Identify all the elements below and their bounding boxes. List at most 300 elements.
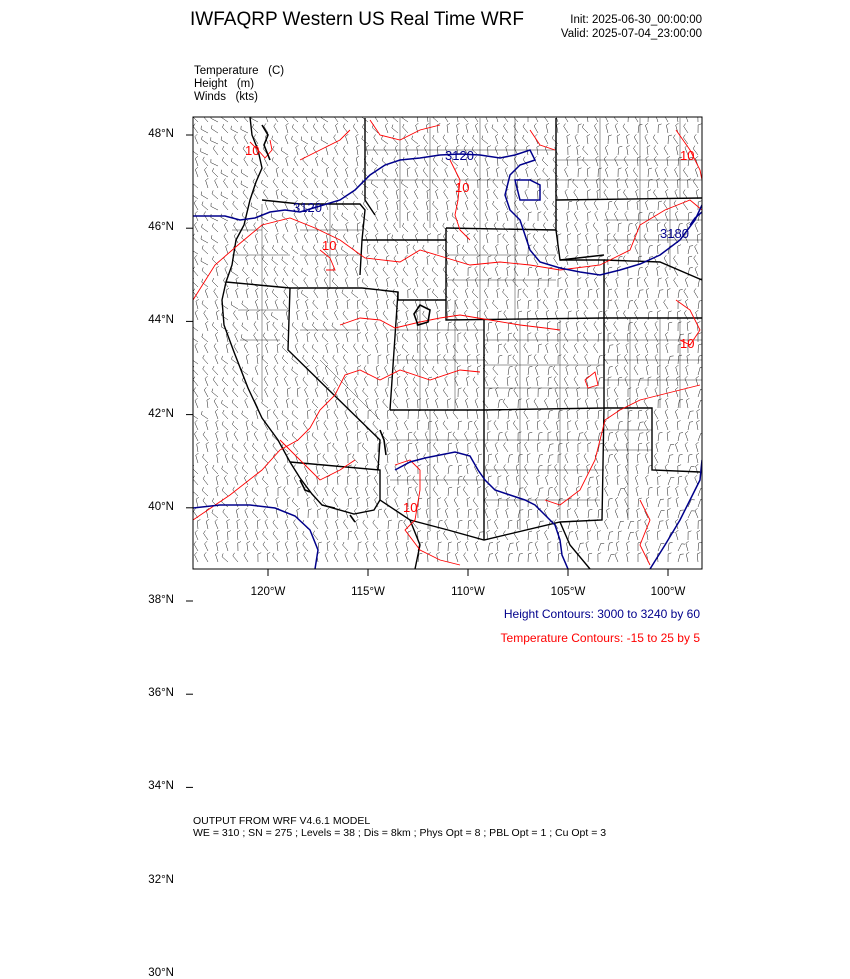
wind-barb <box>496 508 499 518</box>
wind-barb <box>447 552 450 562</box>
wind-barb <box>422 366 428 375</box>
wind-barb <box>617 134 620 144</box>
wind-barb <box>578 168 582 177</box>
wind-barb <box>675 167 679 177</box>
wind-barb <box>455 255 458 265</box>
wind-barb <box>488 421 491 430</box>
wind-barb <box>448 432 452 441</box>
wind-barb <box>598 531 601 540</box>
wind-barb <box>324 431 328 441</box>
wind-barb <box>628 234 631 243</box>
wind-barb <box>667 431 670 441</box>
footer-line-1: OUTPUT FROM WRF V4.6.1 MODEL <box>193 815 371 827</box>
wind-barb <box>508 333 512 342</box>
wind-barb <box>678 465 681 474</box>
wind-barb <box>594 123 598 133</box>
wind-barb <box>666 189 669 199</box>
wind-barb <box>278 487 281 496</box>
wind-barb <box>678 322 681 331</box>
wind-barb <box>508 256 511 266</box>
wind-barb <box>453 278 458 287</box>
wind-barb <box>402 114 409 122</box>
wind-barb <box>253 454 259 463</box>
wind-barb <box>244 442 248 452</box>
wind-barb <box>508 520 512 529</box>
wind-barb <box>488 388 492 397</box>
wind-barb <box>638 378 644 386</box>
wind-barb <box>313 146 318 155</box>
wind-barb <box>287 530 290 540</box>
wind-barb <box>253 542 258 551</box>
wind-barb <box>217 453 220 463</box>
wind-barb <box>285 519 288 529</box>
wind-barb <box>568 553 572 562</box>
wind-barb <box>388 520 392 529</box>
wind-barb <box>328 443 331 452</box>
wind-barb <box>366 508 369 518</box>
wind-barb <box>372 124 378 133</box>
wind-barb <box>535 552 538 562</box>
wind-barb <box>646 497 649 507</box>
wind-barb <box>356 134 359 144</box>
wind-barb <box>245 508 248 518</box>
wind-barb <box>425 332 429 342</box>
wind-barb <box>578 289 581 298</box>
wind-barb <box>578 234 581 243</box>
wind-barb <box>395 211 398 221</box>
wind-barb <box>654 332 658 342</box>
wind-barb <box>675 409 678 419</box>
wind-barb <box>274 123 278 133</box>
temperature-contours <box>193 120 702 565</box>
wind-barb <box>272 245 278 254</box>
wind-barb <box>625 497 628 507</box>
latitude-label: 42°N <box>148 407 174 420</box>
wind-barb <box>385 123 388 133</box>
wind-barb <box>598 553 601 562</box>
wind-barb <box>498 333 501 343</box>
wind-barb <box>574 343 578 353</box>
wind-barb <box>262 180 269 188</box>
wind-barb <box>262 400 268 408</box>
wind-barb <box>477 354 480 364</box>
wind-barb <box>633 168 638 177</box>
wind-barb <box>313 520 318 529</box>
wind-barb <box>487 167 490 177</box>
wind-barb <box>362 300 368 309</box>
wind-barb <box>486 200 489 210</box>
wind-barb <box>287 497 290 507</box>
wind-barb <box>493 300 499 309</box>
wind-barb <box>508 543 514 551</box>
wind-barb <box>275 222 278 232</box>
wind-barb <box>474 167 478 177</box>
wind-barb <box>402 234 408 243</box>
wind-barb <box>487 432 490 442</box>
wind-barb <box>315 255 318 265</box>
wind-barb <box>192 356 199 364</box>
wind-barb <box>535 266 538 276</box>
wind-barb <box>327 475 330 485</box>
wind-barb <box>596 156 599 166</box>
wind-barb <box>686 365 689 375</box>
wind-barb <box>597 486 600 496</box>
wind-barb <box>528 333 531 342</box>
wind-barb <box>546 497 549 507</box>
wind-barb <box>645 266 648 276</box>
wind-barb <box>231 301 238 309</box>
wind-barb <box>314 178 318 188</box>
wind-barb <box>237 519 240 529</box>
init-time: Init: 2025-06-30_00:00:00 <box>570 14 702 26</box>
wind-barb <box>644 398 648 408</box>
wind-barb <box>335 288 338 298</box>
wind-barb <box>678 433 683 442</box>
wind-barb <box>232 146 238 155</box>
wind-barb <box>392 235 398 243</box>
wind-barb <box>608 555 614 562</box>
wind-barb <box>565 453 568 463</box>
wind-barb <box>476 409 479 419</box>
wind-barb <box>414 387 418 397</box>
wind-barb <box>697 409 700 419</box>
wind-barb <box>348 465 352 474</box>
latitude-label: 46°N <box>148 221 174 234</box>
wind-barb <box>456 442 459 452</box>
wind-barb <box>558 234 561 243</box>
wind-barb <box>292 410 298 419</box>
wind-barb <box>232 399 238 408</box>
wind-barb <box>455 398 458 408</box>
wind-barb <box>677 376 680 386</box>
wind-barb <box>628 532 634 540</box>
wind-barb <box>281 147 288 155</box>
wind-barb <box>617 465 620 475</box>
wind-barb <box>475 266 478 276</box>
wind-barb <box>605 167 608 177</box>
wind-barb <box>262 355 268 364</box>
wind-barb <box>213 366 219 375</box>
wind-barb <box>356 519 359 529</box>
wind-barb <box>485 442 488 452</box>
wind-barb <box>273 322 278 331</box>
wind-barb <box>503 157 509 166</box>
wind-barb <box>353 201 358 210</box>
wind-barb <box>195 552 199 562</box>
wind-barb <box>287 552 290 562</box>
wind-barb <box>457 508 460 518</box>
wind-barb <box>517 519 520 529</box>
wind-barb <box>668 542 673 551</box>
wind-barb <box>315 156 318 166</box>
wind-barb <box>475 541 478 551</box>
wind-barb <box>241 181 248 188</box>
wind-barb <box>195 167 198 177</box>
wind-barb <box>435 431 438 441</box>
wind-barb <box>598 543 604 551</box>
wind-barb <box>398 355 401 364</box>
wind-barb <box>443 531 448 540</box>
wind-barb <box>615 497 618 507</box>
wind-barb <box>617 475 620 485</box>
wind-barb <box>244 343 248 353</box>
wind-barb <box>265 200 268 210</box>
wind-barb <box>216 530 219 540</box>
wind-barb <box>365 332 368 342</box>
wind-barb <box>445 508 448 518</box>
wind-barb <box>406 541 409 551</box>
wind-barb <box>525 464 529 474</box>
wind-barb <box>207 398 210 408</box>
wind-barb <box>528 388 531 398</box>
wind-barb <box>628 301 633 310</box>
wind-barb <box>222 356 228 364</box>
wind-barb <box>655 167 658 177</box>
wind-barb <box>534 123 538 133</box>
wind-barb <box>293 190 298 199</box>
wind-barb <box>634 365 638 375</box>
wind-barb <box>295 376 298 386</box>
wind-barb <box>196 497 199 507</box>
wind-barb <box>375 343 378 353</box>
wind-barb <box>564 398 568 408</box>
wind-barb <box>232 191 238 199</box>
wind-barb <box>587 167 590 177</box>
wind-barb <box>528 553 532 562</box>
wind-barb <box>197 442 200 452</box>
wind-barb <box>665 464 668 474</box>
wind-barb <box>426 508 429 518</box>
wind-barb <box>595 497 598 507</box>
wind-barb <box>543 190 548 199</box>
wind-barb <box>365 321 368 331</box>
wind-barb <box>425 387 428 397</box>
wind-barb <box>608 366 613 375</box>
axis-ticks <box>186 135 668 850</box>
wind-barb <box>285 541 288 551</box>
temperature-label: 10 <box>680 336 695 351</box>
wind-barb <box>596 178 599 188</box>
wind-barb <box>216 266 219 276</box>
wind-barb <box>274 354 278 364</box>
wind-barb <box>534 156 538 166</box>
wind-barb <box>528 267 532 276</box>
wind-barb <box>608 345 613 353</box>
wind-barb <box>616 431 619 441</box>
wind-barb <box>506 211 509 221</box>
wind-barb <box>616 277 619 287</box>
wind-barb <box>357 277 360 287</box>
wind-barb <box>285 200 288 210</box>
wind-barb <box>203 366 208 375</box>
wind-barb <box>446 343 449 353</box>
wind-barb <box>333 443 338 452</box>
wind-barb <box>518 488 523 496</box>
wind-barb <box>565 244 568 254</box>
wind-barb <box>215 354 218 364</box>
wind-barb <box>527 420 530 430</box>
wind-barb <box>657 245 660 255</box>
wind-barb <box>316 420 319 430</box>
wind-barb <box>405 255 408 265</box>
wind-barb <box>387 344 390 354</box>
wind-barb <box>205 376 208 386</box>
wind-barb <box>575 365 578 375</box>
wind-barb <box>698 124 701 133</box>
wind-barb <box>688 467 695 474</box>
wind-barb <box>698 542 702 551</box>
wind-barb <box>515 365 518 375</box>
wind-barb <box>514 343 518 353</box>
wind-barb <box>408 289 411 298</box>
latitude-label: 30°N <box>148 966 174 979</box>
wind-barb <box>487 189 490 199</box>
wind-barb <box>292 498 298 507</box>
wind-barb <box>533 245 538 255</box>
wind-barb <box>695 244 698 254</box>
wind-barb <box>336 365 339 375</box>
wind-barb <box>668 455 673 463</box>
wind-barb <box>221 114 228 122</box>
wind-barb <box>457 487 460 497</box>
wind-barb <box>315 277 318 287</box>
wind-barb <box>676 365 679 375</box>
wind-barb <box>698 499 704 507</box>
wind-barb <box>668 498 671 507</box>
wind-barb <box>225 453 228 463</box>
wind-barb <box>615 288 618 298</box>
wind-barb <box>614 333 618 343</box>
wind-barb <box>676 530 679 540</box>
wind-barb <box>222 466 228 474</box>
wind-barb <box>296 222 299 232</box>
wind-barb <box>272 289 278 298</box>
wind-barb <box>667 486 670 496</box>
wind-barb <box>334 552 338 562</box>
wind-barb <box>336 519 339 529</box>
wind-barb <box>668 135 672 144</box>
wind-barb <box>598 410 602 419</box>
wind-barb <box>502 135 508 144</box>
wind-barb <box>215 332 218 342</box>
wind-barb <box>292 322 298 331</box>
wind-barb <box>303 377 308 386</box>
wind-barb <box>223 443 228 452</box>
wind-barb <box>372 158 378 166</box>
wind-barb <box>618 521 624 529</box>
wind-barb <box>334 310 338 320</box>
wind-barb <box>413 212 418 221</box>
wind-barb <box>343 234 348 243</box>
wind-barb <box>518 443 521 452</box>
wind-barb <box>232 454 238 463</box>
wind-barb <box>201 411 208 419</box>
wind-barb <box>568 532 573 540</box>
wind-barb <box>588 443 591 452</box>
wind-barb <box>473 498 478 507</box>
wind-barb <box>222 400 229 408</box>
wind-barb <box>433 278 438 287</box>
wind-barb <box>325 552 328 562</box>
wind-barb <box>416 442 419 452</box>
wind-barb <box>318 454 321 463</box>
wind-barb <box>395 277 398 287</box>
wind-barb <box>575 508 579 518</box>
wind-barb <box>668 553 671 562</box>
wind-barb <box>518 432 521 441</box>
wind-barb <box>516 475 519 485</box>
wind-barb <box>676 387 679 397</box>
wind-barb <box>307 497 310 507</box>
wind-barb <box>246 277 249 287</box>
wind-barb <box>297 388 300 398</box>
wind-barb <box>523 124 528 133</box>
wind-barb <box>231 126 238 133</box>
wind-barb <box>306 310 309 320</box>
wind-barb <box>637 354 640 364</box>
wind-barb <box>398 520 403 529</box>
wind-barb <box>295 530 298 540</box>
wind-barb <box>654 156 658 166</box>
wind-barb <box>466 376 469 386</box>
wind-barb <box>488 520 491 529</box>
wind-barb <box>215 178 218 188</box>
wind-barb <box>303 421 308 431</box>
wind-barb <box>478 487 481 496</box>
wind-barb <box>366 233 369 243</box>
wind-barb <box>201 192 208 200</box>
wind-barb <box>324 222 328 232</box>
wind-barb <box>588 487 591 496</box>
wind-barb <box>353 399 358 408</box>
wind-barb <box>235 332 238 342</box>
wind-barb <box>468 520 472 529</box>
wind-barb <box>498 432 503 441</box>
wind-barb <box>515 244 518 254</box>
wind-barb <box>686 552 689 562</box>
wind-barb <box>657 486 660 496</box>
wind-barb <box>344 266 348 276</box>
wind-barb <box>222 487 228 496</box>
wind-barb <box>438 245 441 254</box>
wind-barb <box>638 290 643 298</box>
wind-barb <box>624 156 628 166</box>
wind-barb <box>606 475 609 485</box>
wind-barb <box>275 475 278 485</box>
wind-barb <box>475 277 478 287</box>
wind-barb <box>475 398 478 408</box>
wind-barb <box>247 541 250 551</box>
wind-barb <box>474 520 478 530</box>
wind-barb <box>326 167 329 177</box>
wind-barb <box>656 420 659 430</box>
wind-barb <box>414 431 418 441</box>
wind-barb <box>345 552 348 562</box>
wind-barb <box>348 454 351 463</box>
wind-barb <box>494 464 498 474</box>
wind-barb <box>233 388 239 397</box>
wind-barb <box>314 332 318 342</box>
wind-barb <box>417 420 420 430</box>
wind-barb <box>567 432 570 442</box>
wind-barb <box>195 255 199 265</box>
wind-barb <box>608 300 612 309</box>
wind-barb <box>516 409 519 419</box>
wind-barb <box>458 476 462 485</box>
height-label: 3120 <box>445 148 474 163</box>
wind-barb <box>214 343 218 353</box>
wind-barb <box>382 169 388 178</box>
